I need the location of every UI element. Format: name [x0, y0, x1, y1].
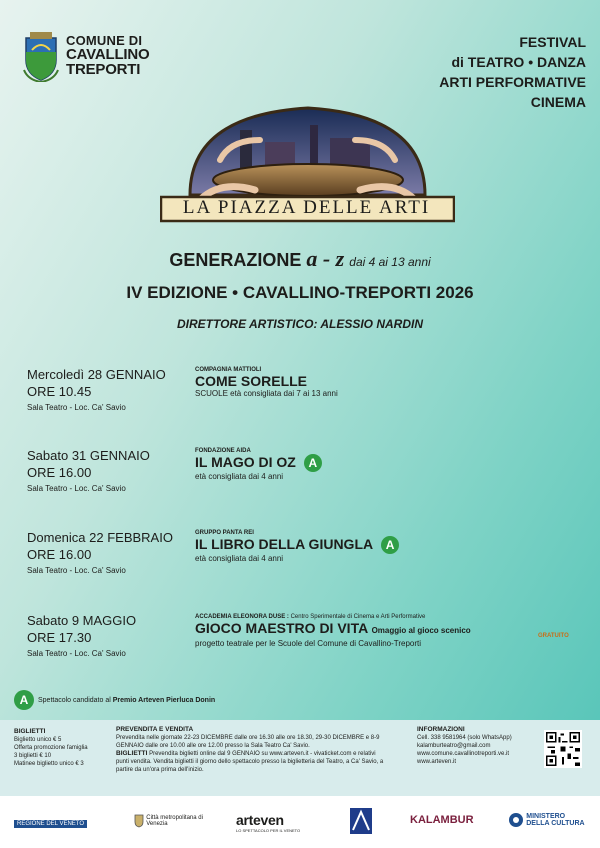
event-4-when [27, 612, 136, 658]
event-company-extra: Centro Sperimentale di Cinema e Arti Performative [290, 614, 426, 620]
festival-line4: CINEMA [530, 94, 586, 110]
biglietti-column [14, 728, 114, 768]
ministero-icon [508, 812, 524, 828]
event-company: GRUPPO PANTA REI [195, 530, 254, 536]
edition-heading: IV EDIZIONE • CAVALLINO-TREPORTI 2026 [126, 283, 474, 302]
shield-icon [134, 814, 144, 828]
biglietti-line: Offerta promozione famiglia [14, 745, 88, 751]
event-venue: Sala Teatro - Loc. Ca' Savio [27, 484, 126, 493]
biglietti-line: Biglietto unico € 5 [14, 737, 62, 743]
event-time: ORE 16.00 [27, 465, 92, 480]
event-1-what [195, 367, 338, 398]
event-title: IL MAGO DI OZ [195, 454, 296, 470]
event-info: età consigliata dai 4 anni [195, 554, 284, 564]
event-3-what [195, 530, 399, 563]
comune-logo [66, 34, 149, 77]
event-time: ORE 17.30 [27, 630, 92, 645]
event-title: IL LIBRO DELLA GIUNGLA [195, 536, 374, 552]
regione-veneto-logo: REGIONE DEL VENETO [14, 820, 87, 828]
prevendita-text: Prevendita nelle giornate 22-23 DICEMBRE dalle ore 16.30 alle ore 18.30, 29-30 DICEMBRE e 8-9 GENNAIO dalle ore 10.00 alle ore 12.00 presso la Sala Teatro Ca' Savio. [116, 735, 380, 749]
event-date: Domenica 22 FEBBRAIO [27, 530, 173, 545]
event-2-what [195, 448, 322, 481]
footer-info [0, 720, 600, 796]
qr-code-icon [544, 730, 582, 768]
coat-of-arms-icon [22, 30, 60, 82]
info-website: www.arteven.it [417, 759, 457, 765]
event-time: ORE 16.00 [27, 547, 92, 562]
festival-title [439, 32, 586, 112]
event-info: età consigliata dai 4 anni [195, 472, 284, 482]
event-date: Mercoledì 28 GENNAIO [27, 367, 166, 382]
citta-metropolitana-logo [134, 814, 204, 828]
event-title: COME SORELLE [195, 373, 308, 389]
event-company: FONDAZIONE AIDA [195, 448, 251, 454]
event-venue: Sala Teatro - Loc. Ca' Savio [27, 649, 126, 658]
comune-line2: CAVALLINO [66, 46, 150, 63]
event-date: Sabato 9 MAGGIO [27, 613, 137, 628]
event-subtitle: Omaggio al gioco scenico [371, 626, 471, 635]
comune-line1: COMUNE DI [66, 33, 143, 48]
event-company: COMPAGNIA MATTIOLI [195, 367, 262, 373]
informazioni-column [417, 726, 541, 766]
event-time: ORE 10.45 [27, 384, 92, 399]
festival-line1: FESTIVAL [519, 34, 586, 50]
kalambur-mark-icon [350, 808, 372, 834]
prevendita-column [116, 726, 386, 774]
prevendita-heading: PREVENDITA E VENDITA [116, 726, 194, 733]
event-company: ACCADEMIA ELEONORA DUSE [195, 614, 286, 620]
gratuito-badge: GRATUITO [538, 633, 569, 639]
event-4-what [195, 614, 585, 648]
a-badge-icon: A [381, 536, 399, 554]
event-1-when [27, 366, 166, 412]
arteven-logo [236, 812, 316, 833]
biglietti-line: Matinee biglietto unico € 3 [14, 761, 84, 767]
citta-metropolitana-name: Città metropolitana di Venezia [146, 815, 203, 827]
info-website: www.comune.cavallinotreporti.ve.it [417, 751, 510, 757]
artistic-director: DIRETTORE ARTISTICO: ALESSIO NARDIN [176, 317, 423, 331]
a-badge-icon: A [14, 690, 34, 710]
comune-line3: TREPORTI [66, 61, 141, 78]
a-badge-icon: A [304, 454, 322, 472]
generazione-heading [0, 246, 600, 272]
biglietti-heading: BIGLIETTI [14, 728, 46, 735]
arteven-tagline: LO SPETTACOLO PER IL VENETO [236, 828, 301, 833]
prevendita-text2: Prevendita biglietti online dal 9 GENNAIO su www.arteven.it - vivaticket.com e relativi punti vendita. Vendita biglietti il giorno dello spettacolo presso la biglietteria del Teatro, a Ca' Savio, a partire da un'ora prima dell'inizio. [116, 751, 384, 773]
info-phone: Cell. 338 9581964 (solo WhatsApp) [417, 735, 512, 741]
event-title: GIOCO MAESTRO DI VITA [195, 620, 368, 636]
prevendita-heading2: BIGLIETTI [116, 750, 148, 757]
event-venue: Sala Teatro - Loc. Ca' Savio [27, 566, 126, 575]
event-title-row [195, 536, 399, 554]
age-range: dai 4 ai 13 anni [349, 255, 431, 269]
event-venue: Sala Teatro - Loc. Ca' Savio [27, 403, 126, 412]
generazione-label: GENERAZIONE [169, 250, 302, 270]
event-company-row: ACCADEMIA ELEONORA DUSE : Centro Sperimentale di Cinema e Arti Performative [195, 614, 426, 620]
event-info: SCUOLE età consigliata dai 7 ai 13 anni [195, 389, 338, 398]
ministero-name: MINISTERO DELLA CULTURA [526, 813, 585, 827]
info-email: kalamburteatro@gmail.com [417, 743, 491, 749]
event-date: Sabato 31 GENNAIO [27, 448, 150, 463]
event-title-row [195, 620, 585, 639]
festival-line2: di TEATRO • DANZA [451, 54, 586, 70]
event-2-when [27, 447, 150, 493]
event-title-row [195, 454, 322, 472]
event-3-when [27, 529, 173, 575]
hero-title: LA PIAZZA DELLE ARTI [182, 197, 431, 218]
premio-name: Premio Arteven Pierluca Donin [112, 696, 216, 704]
ministero-logo [508, 812, 586, 828]
biglietti-line: 3 biglietti € 10 [14, 753, 52, 759]
premio-note [14, 690, 215, 710]
event-info: progetto teatrale per le Scuole del Comune di Cavallino-Treporti [195, 639, 422, 648]
informazioni-heading: INFORMAZIONI [417, 726, 465, 733]
arteven-name: arteven [236, 812, 284, 828]
kalambur-logo: KALAMBUR [410, 814, 474, 826]
festival-line3: ARTI PERFORMATIVE [439, 74, 586, 90]
premio-prefix: Spettacolo candidato al [38, 696, 111, 704]
az-label: a - z [306, 246, 345, 271]
